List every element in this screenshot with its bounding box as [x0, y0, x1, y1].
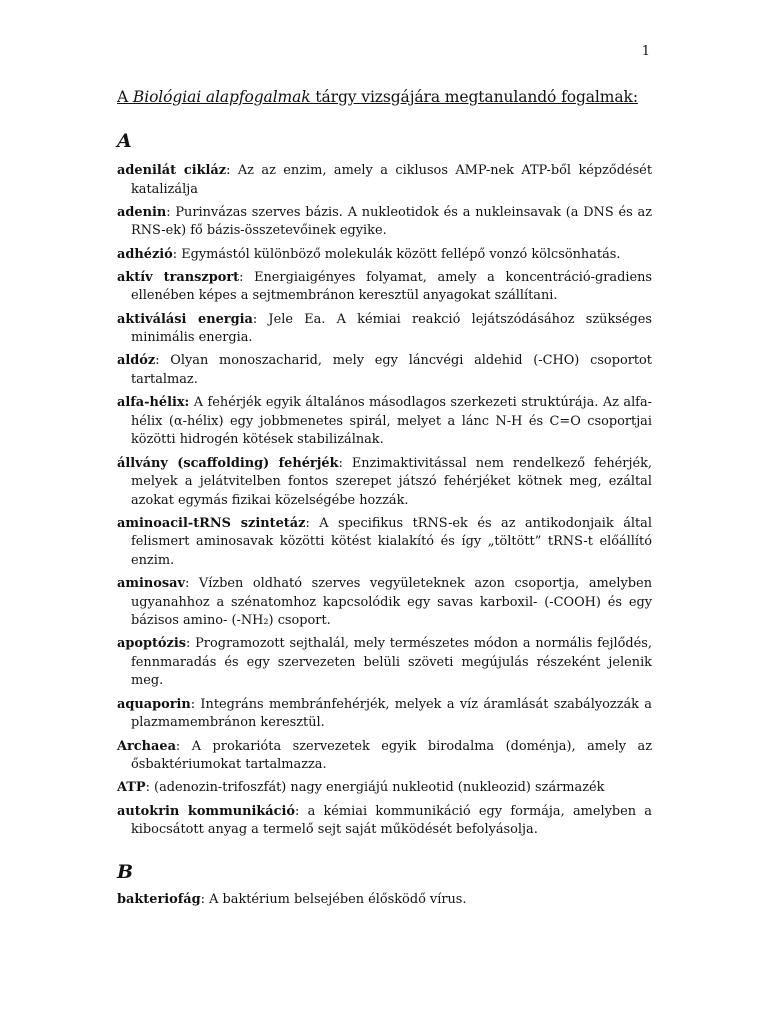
section-letter-b: B: [117, 861, 134, 883]
entry-term: adenilát cikláz: [117, 163, 227, 178]
section-letter-a: A: [117, 130, 132, 152]
title-suffix: tárgy vizsgájára megtanulandó fogalmak:: [310, 88, 638, 106]
entry-term: állvány (scaffolding) fehérjék: [117, 455, 339, 471]
entry-definition: : Egymástól különböző molekulák között fellépő vonzó kölcsönhatás.: [172, 246, 621, 262]
entry-definition: : Energiaigényes folyamat, amely a koncentráció-gradiens ellenében képes a sejtmembránon keresztül anyagokat szállítani.: [131, 269, 652, 304]
glossary-section-b: [117, 891, 652, 914]
title-prefix: A: [117, 88, 133, 106]
glossary-entry: [117, 246, 652, 265]
entry-term: adhézió: [117, 246, 173, 262]
document-title: [117, 88, 657, 106]
glossary-entry: [117, 352, 652, 389]
page-number: 1: [641, 44, 650, 59]
entry-definition: : Programozott sejthalál, mely természetes módon a normális fejlődés, fennmaradás és egy szervezeten belüli szöveti megújulás részeként jelenik meg.: [131, 636, 652, 689]
glossary-entry: [117, 162, 652, 199]
entry-term: aminosav: [117, 576, 185, 592]
entry-term: aktív transzport: [117, 269, 240, 285]
glossary-entry: [117, 204, 652, 241]
glossary-entry: [117, 575, 652, 631]
entry-definition: : Olyan monoszacharid, mely egy láncvégi aldehid (-CHO) csoportot tartalmaz.: [131, 353, 652, 387]
entry-term: aminoacil-tRNS szintetáz: [117, 515, 306, 531]
glossary-entry: [117, 738, 652, 775]
entry-definition: A fehérjék egyik általános másodlagos szerkezeti struktúrája. Az alfa-hélix (α-hélix) egy jobbmenetes spirál, melyet a lánc N-H és C=O csoportjai közötti hidrogén kötések stabilizálnak.: [131, 395, 652, 448]
entry-definition: : A baktérium belsejében élősködő vírus.: [200, 892, 467, 907]
entry-term: aldóz: [117, 353, 156, 369]
glossary-entry: [117, 394, 652, 450]
entry-definition: : (adenozin-trifoszfát) nagy energiájú nukleotid (nukleozid) származék: [145, 780, 605, 796]
entry-term: alfa-hélix:: [117, 395, 190, 411]
glossary-entry: [117, 696, 652, 733]
glossary-entry: [117, 311, 652, 348]
entry-term: autokrin kommunikáció: [117, 803, 295, 819]
entry-term: bakteriofág: [117, 892, 201, 907]
title-subject: Biológiai alapfogalmak: [132, 88, 311, 106]
glossary-entry: [117, 779, 652, 798]
entry-term: adenin: [117, 204, 167, 220]
glossary-entry: [117, 455, 652, 511]
entry-term: apoptózis: [117, 636, 187, 652]
entry-definition: : A prokarióta szervezetek egyik birodalma (doménja), amely az ősbaktériumokat tartalmazza.: [131, 738, 652, 773]
entry-definition: : Purinvázas szerves bázis. A nukleotidok és a nukleinsavak (a DNS és az RNS-ek) fő bázis-összetevőinek egyike.: [131, 204, 652, 239]
glossary-entry: [117, 635, 652, 691]
glossary-entry: [117, 891, 652, 910]
entry-definition: : a kémiai kommunikáció egy formája, amelyben a kibocsátott anyag a termelő sejt saját működését befolyásolja.: [131, 803, 652, 838]
entry-term: Archaea: [117, 738, 176, 754]
entry-definition: : Integráns membránfehérjék, melyek a víz áramlását szabályozzák a plazmamembránon keresztül.: [131, 696, 652, 731]
entry-term: aktiválási energia: [117, 311, 253, 327]
glossary-section-a: [117, 162, 652, 844]
glossary-entry: [117, 515, 652, 571]
entry-definition: : A specifikus tRNS-ek és az antikodonjaik által felismert aminosavak közötti kötést kialakító és így „töltött” tRNS-t előállító enzim.: [131, 515, 652, 568]
entry-definition: : Jele Ea. A kémiai reakció lejátszódásához szükséges minimális energia.: [131, 311, 652, 346]
entry-term: aquaporin: [117, 696, 191, 712]
entry-definition: : Vízben oldható szerves vegyületeknek azon csoportja, amelyben ugyanahhoz a szénatomhoz kapcsolódik egy savas karboxil- (-COOH) és egy bázisos amino- (-NH₂) csoport.: [131, 576, 652, 629]
glossary-entry: [117, 269, 652, 306]
glossary-entry: [117, 803, 652, 840]
entry-definition: : Enzimaktivitással nem rendelkező fehérjék, melyek a jelátvitelben fontos szerepet játszó fehérjéket kötnek meg, ezáltal azokat egymás fizikai közelségébe hozzák.: [131, 455, 653, 508]
entry-definition: : Az az enzim, amely a ciklusos AMP-nek ATP-ből képződését katalizálja: [131, 163, 652, 197]
entry-term: ATP: [117, 780, 146, 796]
